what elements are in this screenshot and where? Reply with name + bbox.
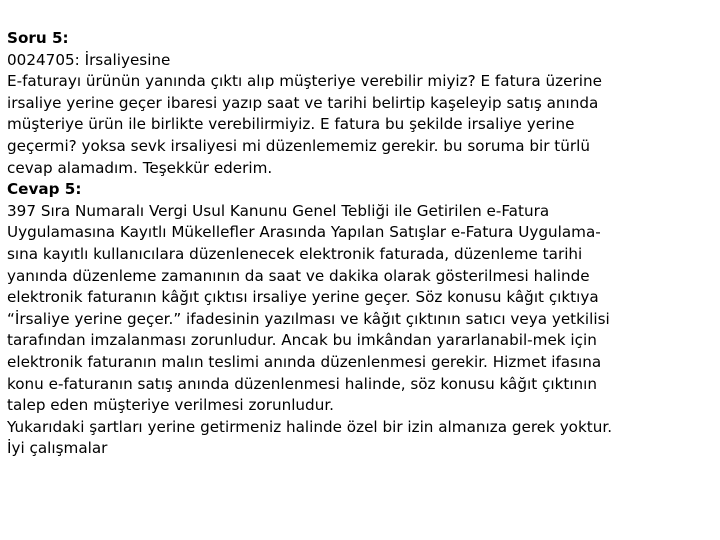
answer-line: “İrsaliye yerine geçer.” ifadesinin yazılması ve kâğıt çıktının satıcı veya yetkilisi [7,309,610,328]
question-line: müşteriye ürün ile birlikte verebilirmiyiz. E fatura bu şekilde irsaliye yerine [7,115,575,134]
question-line: cevap alamadım. Teşekkür ederim. [7,158,273,177]
answer-line: Yukarıdaki şartları yerine getirmeniz halinde özel bir izin almanıza gerek yoktur. [7,417,613,436]
question-line: E-faturayı ürünün yanında çıktı alıp müşteriye verebilir miyiz? E fatura üzerine [7,72,602,91]
answer-line: sına kayıtlı kullanıcılara düzenlenecek elektronik faturada, düzenleme tarihi [7,244,583,263]
answer-line: elektronik faturanın malın teslimi anında düzenlenmesi gerekir. Hizmet ifasına [7,352,602,371]
answer-line: yanında düzenleme zamanının da saat ve dakika olarak gösterilmesi halinde [7,266,590,285]
answer-line: Uygulamasına Kayıtlı Mükellefler Arasında Yapılan Satışlar e-Fatura Uygulama- [7,223,601,242]
answer-line: elektronik faturanın kâğıt çıktısı irsaliye yerine geçer. Söz konusu kâğıt çıktıya [7,288,599,307]
answer-heading: Cevap 5: [7,180,82,199]
answer-line: tarafından imzalanması zorunludur. Ancak bu imkândan yararlanabil-mek için [7,331,597,350]
answer-line: talep eden müşteriye verilmesi zorunludur. [7,396,334,415]
question-line: irsaliye yerine geçer ibaresi yazıp saat ve tarihi belirtip kaşeleyip satış anında [7,93,599,112]
question-line: geçermi? yoksa sevk irsaliyesi mi düzenlememiz gerekir. bu soruma bir türlü [7,136,590,155]
answer-line: konu e-faturanın satış anında düzenlenmesi halinde, söz konusu kâğıt çıktının [7,374,598,393]
answer-line: 397 Sıra Numaralı Vergi Usul Kanunu Genel Tebliği ile Getirilen e-Fatura [7,201,550,220]
document-body [7,28,715,460]
answer-line: İyi çalışmalar [7,439,108,458]
question-heading: Soru 5: [7,29,69,47]
question-line: 0024705: İrsaliyesine [7,50,171,69]
